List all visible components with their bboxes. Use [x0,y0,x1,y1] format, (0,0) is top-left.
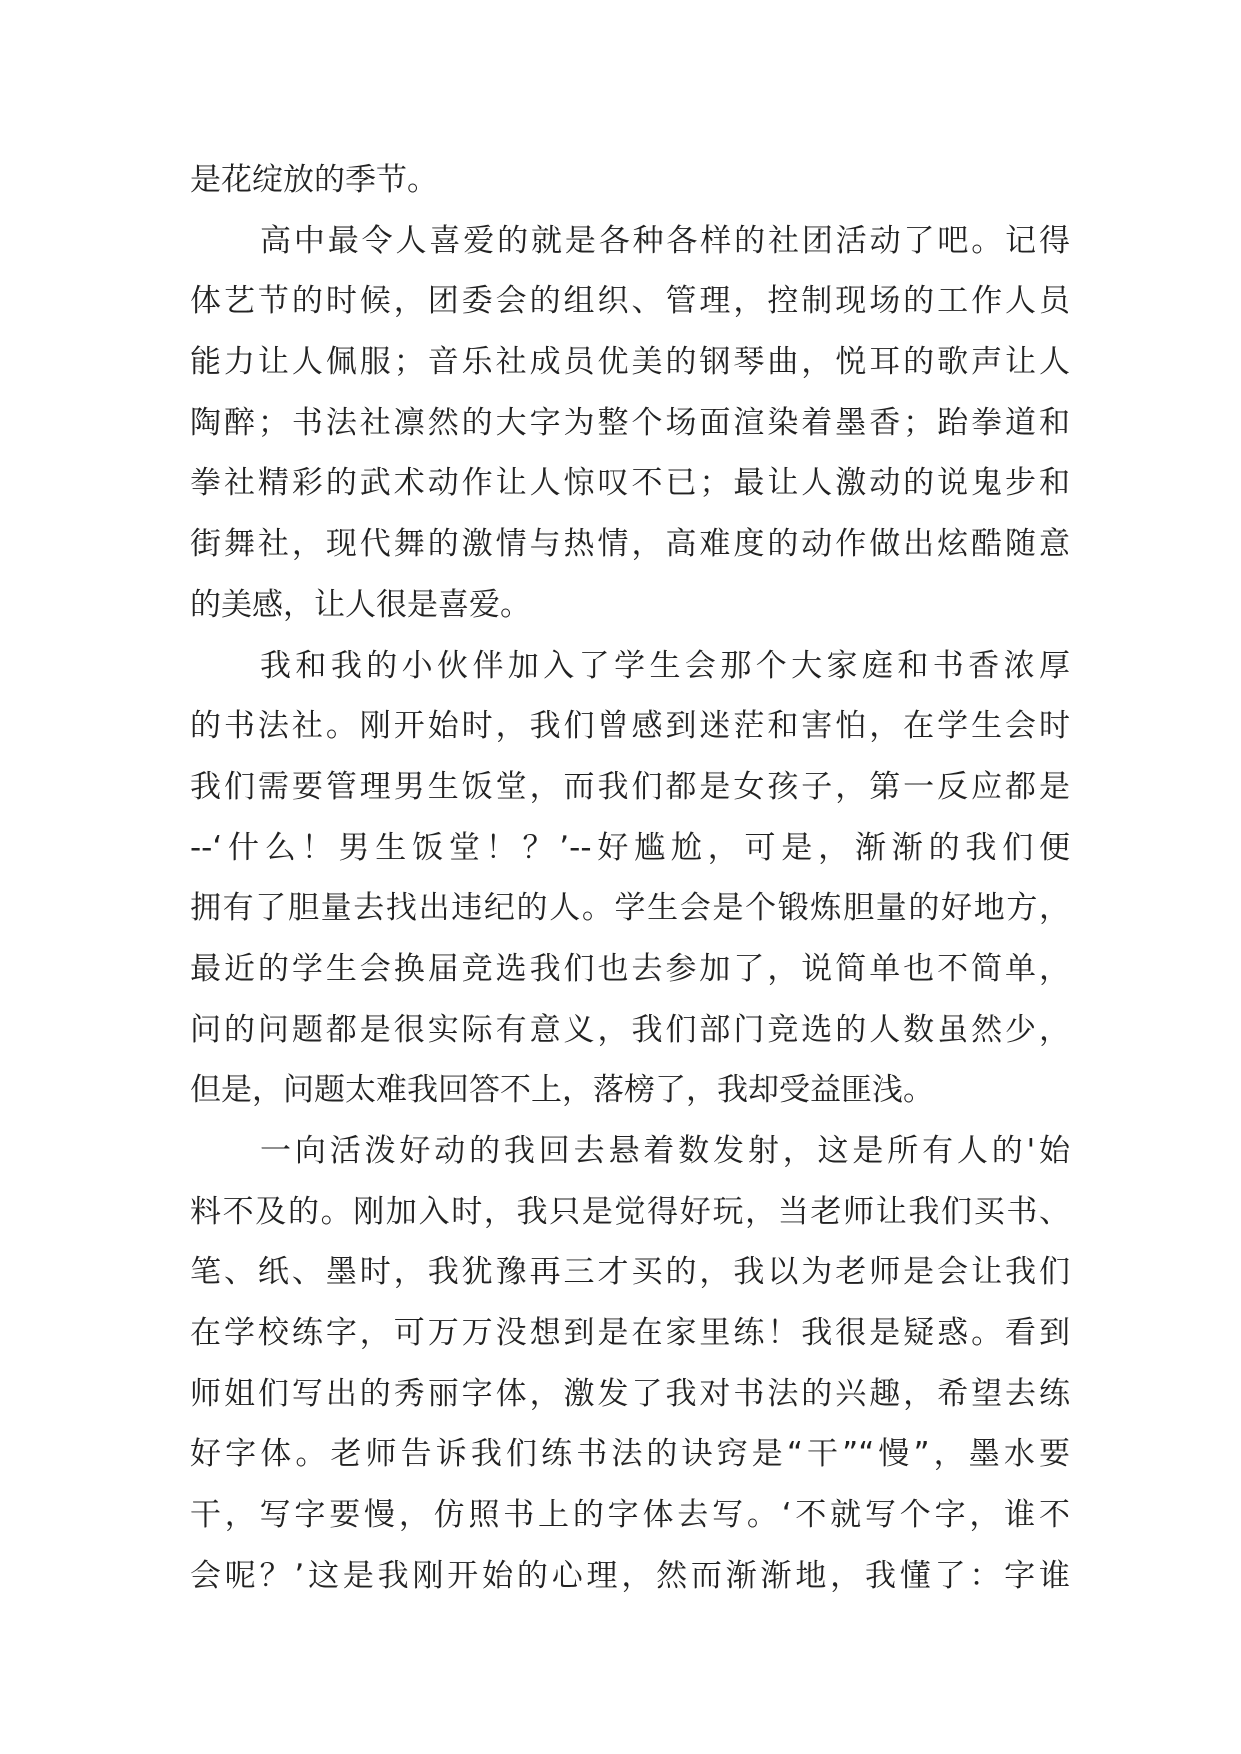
body-text [190,150,1070,1607]
text-line: 在学校练字，可万万没想到是在家里练！我很是疑惑。看到 [190,1315,1070,1352]
text-line: 的书法社。刚开始时，我们曾感到迷茫和害怕，在学生会时 [190,708,1070,745]
text-line: 我们需要管理男生饭堂，而我们都是女孩子，第一反应都是 [190,768,1070,805]
text-line: 料不及的。刚加入时，我只是觉得好玩，当老师让我们买书、 [190,1193,1070,1230]
text-line: 拥有了胆量去找出违纪的人。学生会是个锻炼胆量的好地方， [190,890,1070,927]
text-line: 的美感，让人很是喜爱。 [190,586,531,623]
text-line: 最近的学生会换届竞选我们也去参加了，说简单也不简单， [190,950,1070,987]
paragraph-first-line: 我和我的小伙伴加入了学生会那个大家庭和书香浓厚 [260,647,1070,684]
text-line: 干，写字要慢，仿照书上的字体去写。‘不就写个字，谁不 [190,1497,1070,1534]
paragraph-first-line: 高中最令人喜爱的就是各种各样的社团活动了吧。记得 [260,222,1070,259]
text-line: 能力让人佩服；音乐社成员优美的钢琴曲，悦耳的歌声让人 [190,344,1070,381]
text-line: 但是，问题太难我回答不上，落榜了，我却受益匪浅。 [190,1072,934,1109]
text-line: 问的问题都是很实际有意义，我们部门竞选的人数虽然少， [190,1011,1070,1048]
text-line: 笔、纸、墨时，我犹豫再三才买的，我以为老师是会让我们 [190,1254,1070,1291]
text-line: 体艺节的时候，团委会的组织、管理，控制现场的工作人员 [190,283,1070,320]
paragraph-first-line: 一向活泼好动的我回去悬着数发射，这是所有人的'始 [260,1133,1070,1169]
text-line: --‘什么！男生饭堂！？’--好尴尬，可是，渐渐的我们便 [190,829,1070,866]
text-line: 是花绽放的季节。 [190,162,438,198]
text-line: 师姐们写出的秀丽字体，激发了我对书法的兴趣，希望去练 [190,1375,1070,1412]
text-line: 陶醉；书法社凛然的大字为整个场面渲染着墨香；跆拳道和 [190,404,1070,441]
text-line: 好字体。老师告诉我们练书法的诀窍是“干”“慢”，墨水要 [190,1436,1070,1473]
text-line: 拳社精彩的武术动作让人惊叹不已；最让人激动的说鬼步和 [190,465,1070,502]
text-line: 街舞社，现代舞的激情与热情，高难度的动作做出炫酷随意 [190,526,1070,563]
text-line: 会呢？’这是我刚开始的心理，然而渐渐地，我懂了：字谁 [190,1557,1070,1594]
